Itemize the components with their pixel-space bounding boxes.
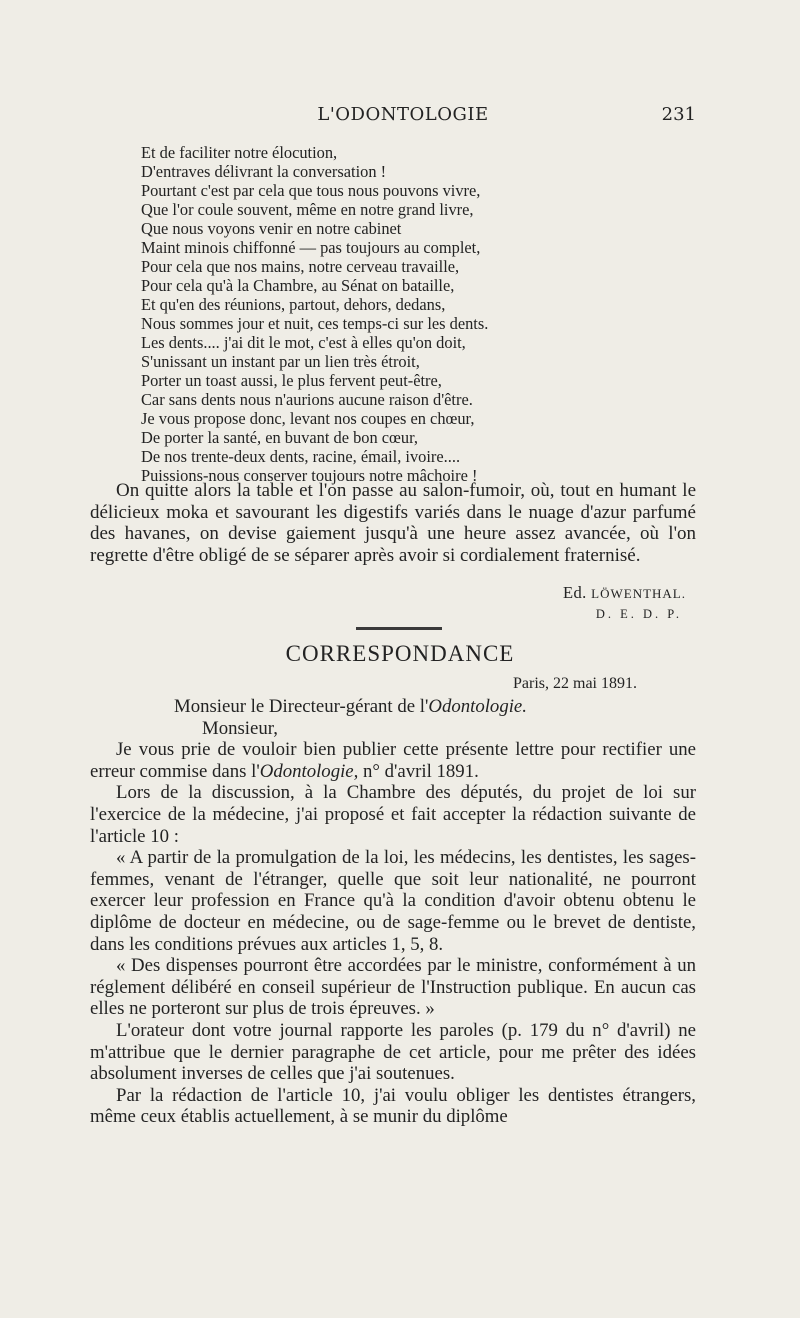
poem-line: Je vous propose donc, levant nos coupes en chœur,: [141, 409, 475, 428]
poem-line: Que l'or coule souvent, même en notre grand livre,: [141, 200, 474, 219]
poem-line: Porter un toast aussi, le plus fervent peut-être,: [141, 371, 442, 390]
journal-name: Odontologie.: [428, 696, 527, 717]
narrative-paragraph: On quitte alors la table et l'on passe au salon-fumoir, où, tout en humant le délicieux moka et savourant les digestifs variés dans le nuage d'azur parfumé des havanes, on devise gaiement jusqu'à une heure assez avancée, où l'on regrette d'être obligé de se séparer après avoir si cordialement fraternisé.: [90, 480, 696, 566]
paragraph-text: Je vous prie de vouloir bien publier cette présente lettre pour rectifier une erreur commise dans l': [90, 739, 696, 782]
quoted-article-paragraph: « A partir de la promulgation de la loi, les médecins, les dentistes, les sages-femmes, venant de l'étranger, quelle que soit leur nationalité, ne pourront exercer leur profession en France qu'à la condition d'avoir obtenu obtenu le diplôme de docteur en médecine, ou de sage-femme ou le brevet de dentiste, dans les conditions prévues aux articles 1, 5, 8.: [90, 847, 696, 955]
poem-line: Puissions-nous conserver toujours notre mâchoire !: [141, 466, 478, 485]
poem-line: Et de faciliter notre élocution,: [141, 143, 338, 162]
poem-line: S'unissant un instant par un lien très étroit,: [141, 352, 420, 371]
running-head: [110, 104, 696, 130]
poem-line: Que nous voyons venir en notre cabinet: [141, 219, 402, 238]
paragraph-text: n° d'avril 1891.: [358, 760, 479, 782]
poem-line: Et qu'en des réunions, partout, dehors, dedans,: [141, 295, 446, 314]
poem-line: D'entraves délivrant la conversation !: [141, 162, 387, 181]
signature-surname: LÖWENTHAL.: [591, 586, 686, 601]
signature: [563, 583, 686, 622]
poem-line: Nous sommes jour et nuit, ces temps-ci sur les dents.: [141, 314, 489, 333]
poem-line: De porter la santé, en buvant de bon cœur,: [141, 428, 418, 447]
section-divider: [356, 627, 442, 630]
poem-line: Pourtant c'est par cela que tous nous pouvons vivre,: [141, 181, 481, 200]
letter-paragraph: L'orateur dont votre journal rapporte les paroles (p. 179 du n° d'avril) ne m'attribue que le dernier paragraphe de cet article, pour me prêter des idées absolument inverses de celles que j'ai soutenues.: [90, 1019, 696, 1085]
letter-addressee: [174, 696, 696, 718]
letter-salutation: Monsieur,: [202, 717, 278, 739]
journal-name: Odontologie,: [259, 760, 359, 782]
poem-line: Les dents.... j'ai dit le mot, c'est à elles qu'on doit,: [141, 333, 466, 352]
signature-title: D. E. D. P.: [595, 607, 682, 621]
poem: [141, 143, 701, 485]
poem-line: Pour cela que nos mains, notre cerveau travaille,: [141, 257, 460, 276]
poem-line: Pour cela qu'à la Chambre, au Sénat on bataille,: [141, 276, 455, 295]
signature-first: Ed.: [562, 583, 587, 602]
letter-paragraph: [90, 739, 696, 782]
running-title: L'ODONTOLOGIE: [317, 104, 489, 125]
letter-paragraph: Par la rédaction de l'article 10, j'ai voulu obliger les dentistes étrangers, même ceux établis actuellement, à se munir du diplôme: [90, 1084, 696, 1128]
signature-name: [563, 583, 686, 603]
poem-line: Maint minois chiffonné — pas toujours au complet,: [141, 238, 481, 257]
addressee-text: Monsieur le Directeur-gérant de l': [174, 696, 429, 717]
page-number: 231: [661, 104, 696, 125]
letter-paragraph: Lors de la discussion, à la Chambre des députés, du projet de loi sur l'exercice de la médecine, j'ai proposé et fait accepter la rédaction suivante de l'article 10 :: [90, 782, 696, 847]
poem-line: Car sans dents nous n'aurions aucune raison d'être.: [141, 390, 473, 409]
narrative-block: [90, 480, 696, 566]
poem-line: De nos trente-deux dents, racine, émail, ivoire....: [141, 447, 461, 466]
letter-body: [90, 674, 696, 1128]
section-heading: CORRESPONDANCE: [285, 641, 515, 666]
quoted-article-paragraph: « Des dispenses pourront être accordées par le ministre, conformément à un réglement délibéré en conseil supérieur de l'Instruction publique. En aucun cas elles ne porteront sur plus de trois épreuves. »: [90, 955, 696, 1020]
letter-dateline: Paris, 22 mai 1891.: [513, 675, 637, 692]
